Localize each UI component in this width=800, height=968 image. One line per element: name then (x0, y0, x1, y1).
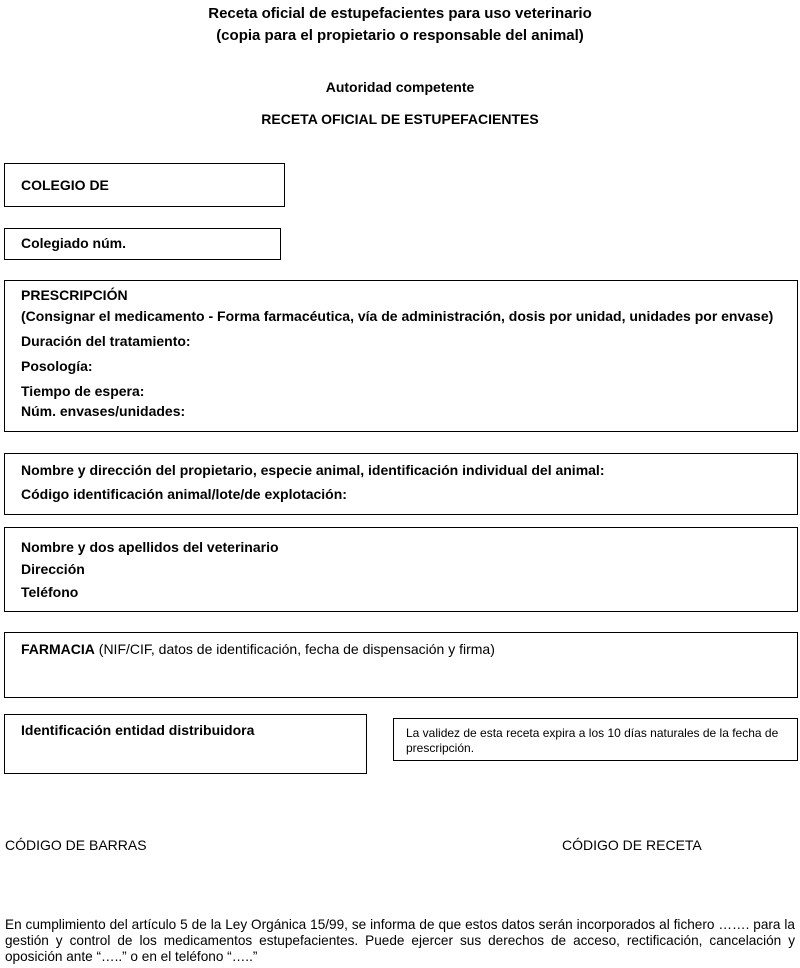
farmacia-label: FARMACIA (21, 641, 95, 657)
veterinario-box[interactable] (4, 527, 798, 612)
farmacia-box[interactable] (4, 632, 798, 698)
prescripcion-box[interactable] (4, 280, 798, 432)
document-title-line2: (copia para el propietario o responsable del animal) (216, 27, 584, 44)
colegiado-box[interactable] (4, 228, 281, 260)
farmacia-line (21, 641, 495, 657)
colegio-label: COLEGIO DE (21, 177, 109, 193)
validez-box (393, 718, 798, 761)
distribuidora-label: Identificación entidad distribuidora (21, 722, 255, 738)
colegio-box[interactable] (4, 163, 285, 207)
codigo-barras-label: CÓDIGO DE BARRAS (5, 837, 147, 853)
propietario-label: Nombre y dirección del propietario, especie animal, identificación individual del animal: (21, 462, 605, 478)
codigo-receta-label: CÓDIGO DE RECETA (562, 837, 702, 853)
authority-label: Autoridad competente (325, 79, 475, 95)
validez-text: La validez de esta receta expira a los 10 días naturales de la fecha de prescripción. (406, 726, 779, 755)
document-title-line1: Receta oficial de estupefacientes para uso veterinario (208, 5, 592, 22)
tiempo-espera-label: Tiempo de espera: (21, 383, 145, 399)
num-envases-label: Núm. envases/unidades: (21, 403, 186, 419)
posologia-label: Posología: (21, 358, 93, 374)
farmacia-detail: (NIF/CIF, datos de identificación, fecha de dispensación y firma) (94, 641, 495, 657)
veterinario-telefono-label: Teléfono (21, 584, 79, 600)
veterinario-direccion-label: Dirección (21, 561, 85, 577)
distribuidora-box[interactable] (4, 714, 367, 774)
document-subtitle: RECETA OFICIAL DE ESTUPEFACIENTES (261, 111, 539, 127)
prescripcion-instruction: (Consignar el medicamento - Forma farmacéutica, vía de administración, dosis por unidad, unidades por envase) (21, 308, 774, 324)
codigo-animal-label: Código identificación animal/lote/de explotación: (21, 486, 347, 502)
prescripcion-heading: PRESCRIPCIÓN (21, 287, 128, 303)
duracion-label: Duración del tratamiento: (21, 333, 191, 349)
privacy-notice: En cumplimiento del artículo 5 de la Ley Orgánica 15/99, se informa de que estos datos serán incorporados al fichero ……. para la gestión y control de los medicamentos estupefacientes. Puede ejercer sus derechos de acceso, rectificación, cancelación y oposición ante “…..” o en el teléfono “…..” (5, 917, 795, 964)
propietario-box[interactable] (4, 453, 798, 515)
veterinario-nombre-label: Nombre y dos apellidos del veterinario (21, 539, 279, 555)
colegiado-label: Colegiado núm. (21, 235, 126, 251)
